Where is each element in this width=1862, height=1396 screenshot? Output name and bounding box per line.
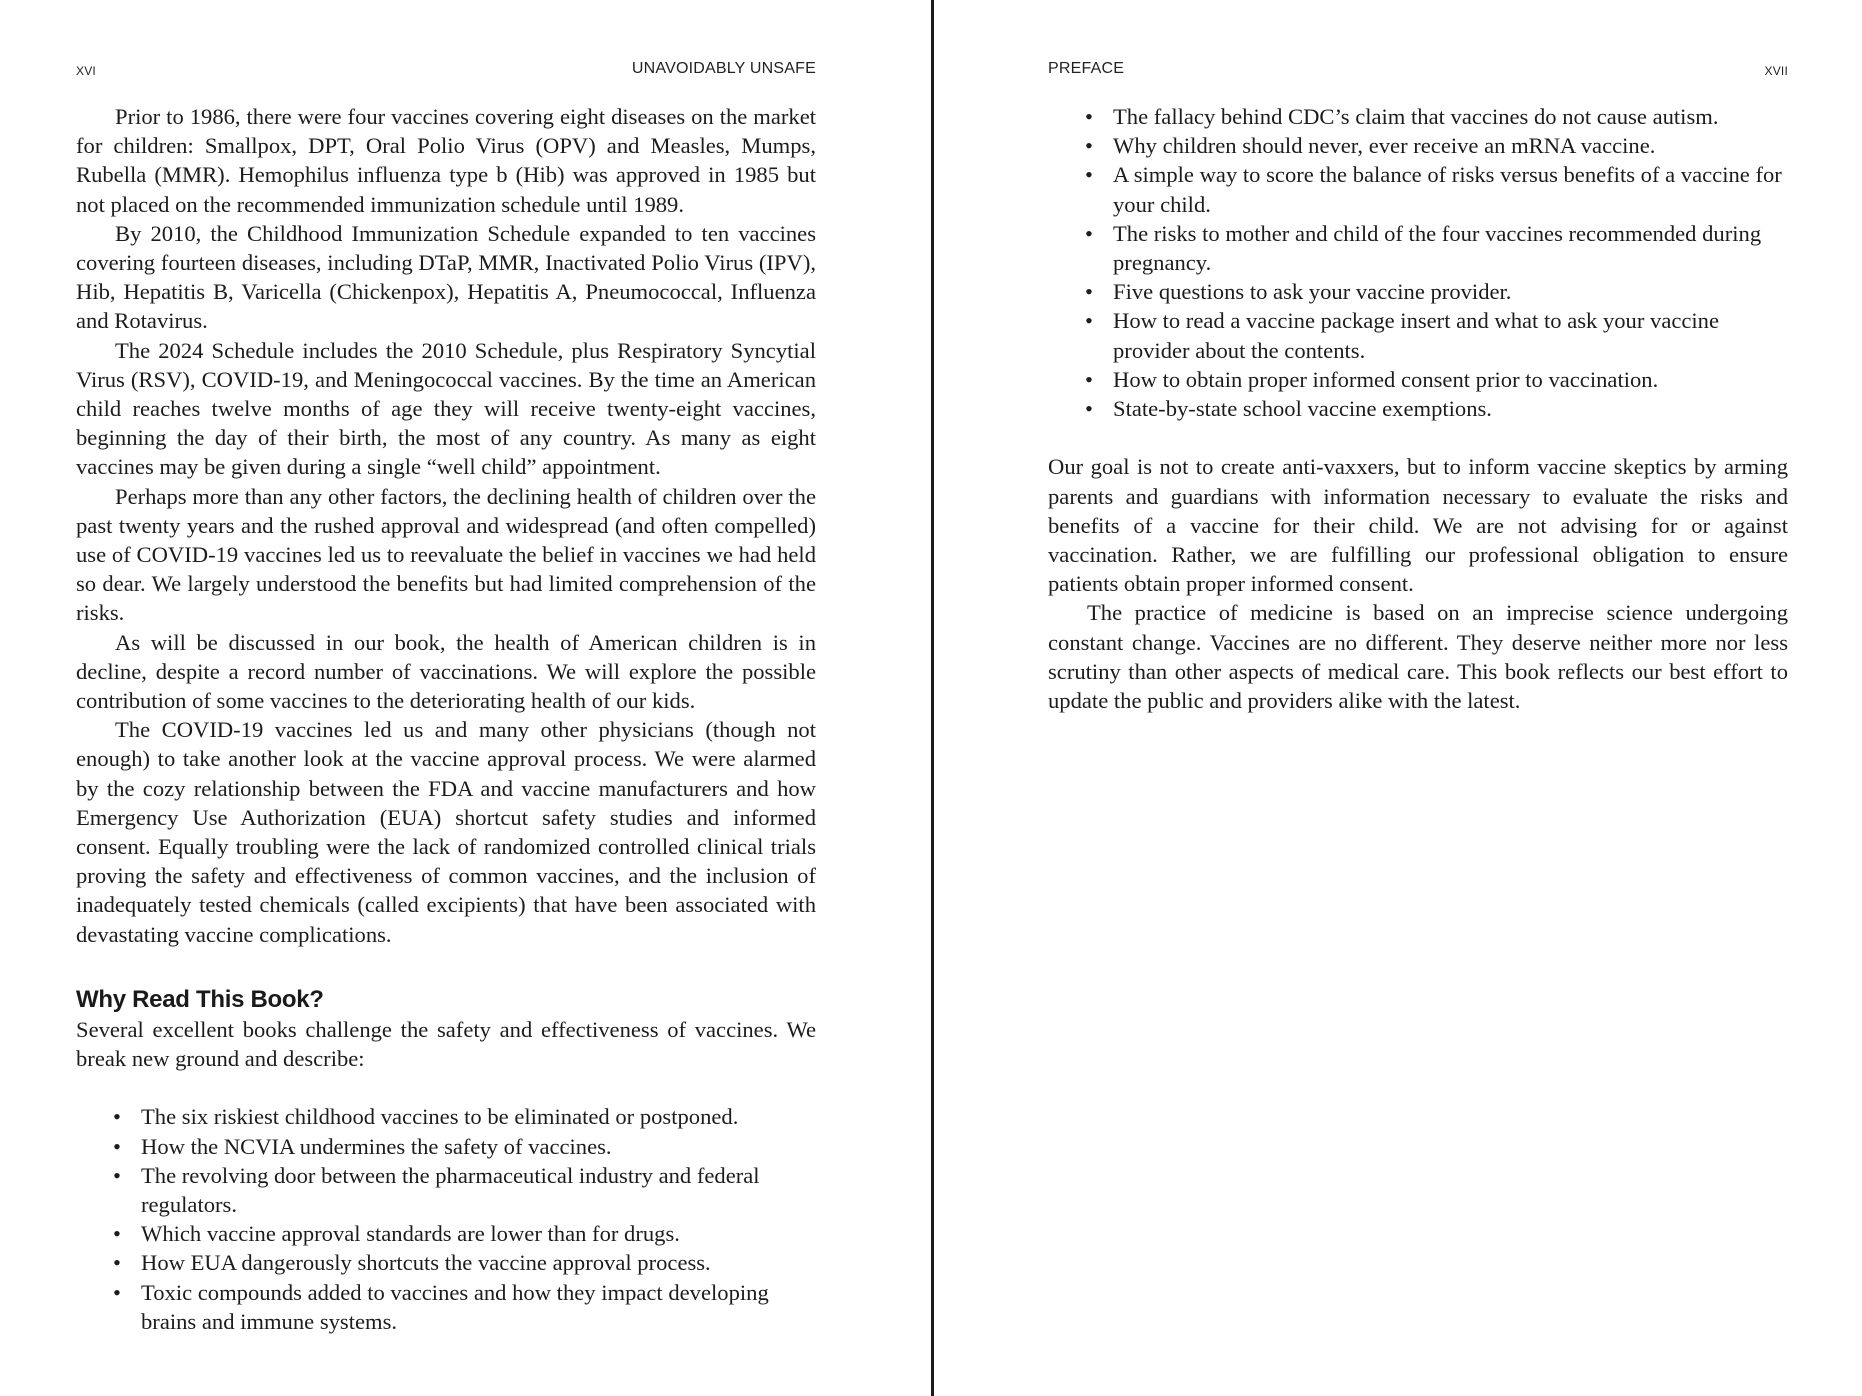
bullet-list (1048, 102, 1788, 423)
list-item (1085, 219, 1788, 277)
paragraph: The 2024 Schedule includes the 2010 Schedule, plus Respiratory Syncytial Virus (RSV), COVID-19, and Meningococcal vaccines. By the time an American child reaches twelve months of age they will receive twenty-eight vaccines, beginning the day of their birth, the most of any country. As many as eight vaccines may be given during a single “well child” appointment. (76, 337, 816, 480)
paragraph: The practice of medicine is based on an imprecise science undergoing constant change. Vaccines are no different. They deserve neither more nor less scrutiny than other aspects of medical care. This book reflects our best effort to update the public and providers alike with the latest. (1048, 600, 1788, 714)
left-folio: XVI (76, 64, 96, 78)
paragraph: By 2010, the Childhood Immunization Schedule expanded to ten vaccines covering fourteen diseases, including DTaP, MMR, Inactivated Polio Virus (IPV), Hib, Hepatitis B, Varicella (Chickenpox), Hepatitis A, Pneumococcal, Influenza and Rotavirus. (76, 220, 816, 334)
paragraph: As will be discussed in our book, the health of American children is in decline, despite a record number of vaccinations. We will explore the possible contribution of some vaccines to the deteriorating health of our kids. (76, 629, 816, 714)
section-intro: Several excellent books challenge the safety and effectiveness of vaccines. We break new ground and describe: (76, 1016, 816, 1072)
bullet-icon: • (1085, 104, 1093, 129)
right-page (936, 0, 1862, 1396)
paragraph: The COVID-19 vaccines led us and many other physicians (though not enough) to take another look at the vaccine approval process. We were alarmed by the cozy relationship between the FDA and vaccine manufacturers and how Emergency Use Authorization (EUA) shortcut safety studies and informed consent. Equally troubling were the lack of randomized controlled clinical trials proving the safety and effectiveness of common vaccines, and the inclusion of inadequately tested chemicals (called excipients) that have been associated with devastating vaccine complications. (76, 717, 816, 947)
list-item-text: How to obtain proper informed consent prior to vaccination. (1113, 366, 1659, 392)
right-folio: XVII (1764, 64, 1788, 78)
bullet-icon: • (1085, 366, 1093, 392)
list-item (113, 1102, 785, 1131)
bullet-icon: • (113, 1250, 121, 1276)
bullet-icon: • (113, 1279, 121, 1305)
bullet-list (76, 1102, 785, 1336)
list-item (1085, 394, 1788, 423)
list-item (1085, 365, 1788, 394)
list-item (1085, 160, 1788, 218)
list-item-text: Why children should never, ever receive an mRNA vaccine. (1113, 133, 1656, 159)
list-item (113, 1278, 785, 1336)
section-heading: Why Read This Book? (76, 985, 324, 1013)
left-running-title: UNAVOIDABLY UNSAFE (631, 60, 816, 77)
bullet-icon: • (113, 1104, 121, 1130)
paragraph: Our goal is not to create anti-vaxxers, but to inform vaccine skeptics by arming parents and guardians with information necessary to evaluate the risks and benefits of a vaccine for their child. We are not advising for or against vaccination. Rather, we are fulfilling our professional obligation to ensure patients obtain proper informed consent. (1048, 454, 1788, 597)
list-item (113, 1132, 785, 1161)
list-item-text: Five questions to ask your vaccine provider. (1113, 279, 1512, 305)
bullet-icon: • (113, 1133, 121, 1159)
bullet-icon: • (113, 1221, 121, 1247)
page-gutter-divider (931, 0, 934, 1396)
list-item-text: The six riskiest childhood vaccines to be eliminated or postponed. (141, 1104, 739, 1130)
right-running-title: PREFACE (1048, 60, 1125, 77)
list-item-text: The fallacy behind CDC’s claim that vaccines do not cause autism. (1113, 104, 1719, 129)
right-running-head (1048, 60, 1788, 80)
paragraph: Prior to 1986, there were four vaccines covering eight diseases on the market for children: Smallpox, DPT, Oral Polio Virus (OPV) and Measles, Mumps, Rubella (MMR). Hemophilus influenza type b (Hib) was approved in 1985 but not placed on the recommended immunization schedule until 1989. (76, 104, 816, 217)
left-body-text (76, 102, 816, 1336)
list-item (113, 1219, 785, 1248)
blank-line (1048, 423, 1788, 452)
list-item (1085, 306, 1788, 364)
list-item (113, 1161, 785, 1219)
bullet-icon: • (1085, 162, 1093, 188)
list-item (1085, 131, 1788, 160)
right-body-text (1048, 102, 1788, 715)
bullet-icon: • (1085, 133, 1093, 159)
left-running-head (76, 60, 816, 80)
list-item-text: How EUA dangerously shortcuts the vaccine approval process. (141, 1250, 711, 1276)
list-item-text: The revolving door between the pharmaceutical industry and federal regulators. (141, 1162, 760, 1217)
bullet-icon: • (1085, 308, 1093, 334)
bullet-icon: • (1085, 279, 1093, 305)
list-item-text: How to read a vaccine package insert and what to ask your vaccine provider about the contents. (1113, 308, 1720, 363)
list-item-text: The risks to mother and child of the four vaccines recommended during pregnancy. (1113, 220, 1762, 276)
list-item-text: State-by-state school vaccine exemptions. (1113, 396, 1492, 422)
paragraph: Perhaps more than any other factors, the declining health of children over the past twenty years and the rushed approval and widespread (and often compelled) use of COVID-19 vaccines led us to reevaluate the belief in vaccines we had held so dear. We largely understood the benefits but had limited comprehension of the risks. (76, 483, 816, 626)
list-item (1085, 102, 1788, 131)
bullet-icon: • (1085, 220, 1093, 246)
list-item-text: A simple way to score the balance of risks versus benefits of a vaccine for your child. (1113, 162, 1782, 217)
list-item-text: Toxic compounds added to vaccines and how they impact developing brains and immune systems. (141, 1279, 769, 1334)
list-item-text: Which vaccine approval standards are lower than for drugs. (141, 1221, 680, 1247)
list-item-text: How the NCVIA undermines the safety of vaccines. (141, 1133, 612, 1159)
bullet-icon: • (1085, 396, 1093, 422)
list-item (1085, 277, 1788, 306)
list-item (113, 1248, 785, 1277)
bullet-icon: • (113, 1162, 121, 1188)
